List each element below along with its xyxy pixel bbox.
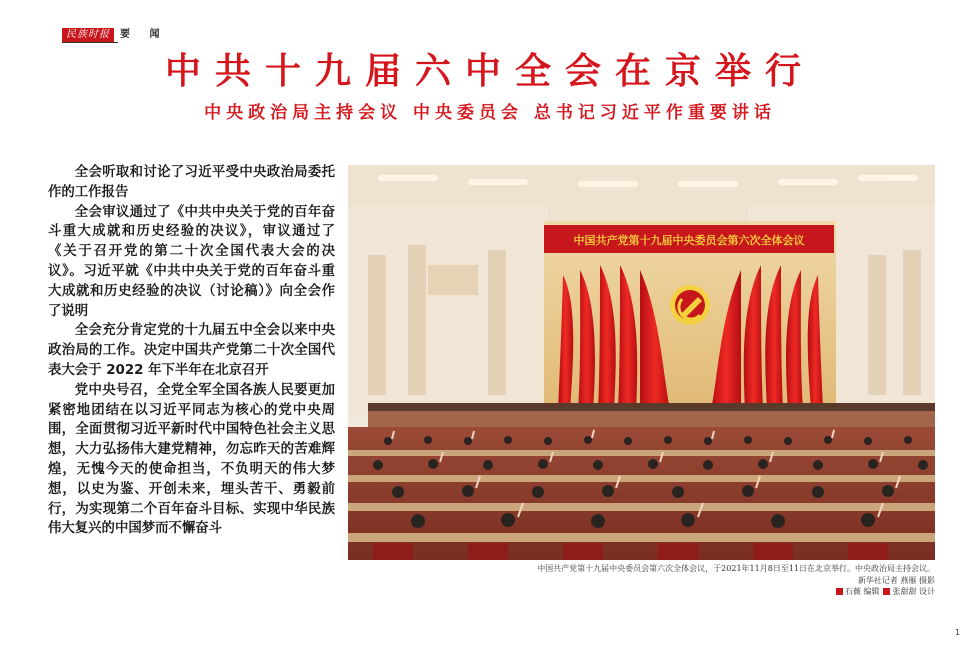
red-square-icon [883, 588, 890, 595]
article-paragraph: 全会听取和讨论了习近平受中央政治局委托作的工作报告 [48, 165, 335, 200]
section-label: 要 闻 [120, 29, 168, 40]
newspaper-logo: 民族时报 [62, 28, 114, 42]
designer-name: 张甜甜 [892, 587, 917, 596]
article-body [48, 163, 335, 539]
editor-role: 编辑 [863, 587, 880, 596]
plenary-session-photo [348, 165, 935, 560]
editor-name: 石薇 [844, 587, 861, 596]
headline: 中共十九届六中全会在京举行 [164, 50, 815, 92]
red-square-icon [836, 588, 843, 595]
masthead [62, 28, 167, 42]
photo-caption: 中国共产党第十九届中央委员会第六次全体会议，于2021年11月8日至11日在北京举行。中央政治局主持会议。 [537, 564, 935, 573]
stage-banner-text: 中国共产党第十九届中央委员会第六次全体会议 [573, 234, 805, 247]
article-paragraph: 全会充分肯定党的十九届五中全会以来中央政治局的工作。决定中国共产党第二十次全国代表大会于 2022 年下半年在北京召开 [48, 323, 335, 378]
article-paragraph: 全会审议通过了《中共中央关于党的百年奋斗重大成就和历史经验的决议》，审议通过了《关于召开党的第二十次全国代表大会的决议》。习近平就《中共中央关于党的百年奋斗重大成就和历史经验的决议（讨论稿）》向全会作了说明 [48, 204, 335, 319]
masthead-rule [62, 42, 118, 43]
designer-role: 设计 [919, 587, 935, 596]
subheadline: 中央政治局主持会议 中央委员会 总书记习近平作重要讲话 [204, 103, 776, 123]
photo-credit: 新华社记者 燕雁 摄影 [857, 576, 935, 585]
article-paragraph: 党中央号召，全党全军全国各族人民要更加紧密地团结在以习近平同志为核心的党中央周围，全面贯彻习近平新时代中国特色社会主义思想，大力弘扬伟大建党精神，勿忘昨天的苦难辉煌，无愧今天的使命担当，不负明天的伟大梦想，以史为鉴、开创未来，埋头苦干、勇毅前行，为实现第二个百年奋斗目标、实现中华民族伟大复兴的中国梦而不懈奋斗 [48, 382, 335, 537]
editor-credits [600, 586, 935, 597]
page-number: 1 [955, 628, 961, 637]
